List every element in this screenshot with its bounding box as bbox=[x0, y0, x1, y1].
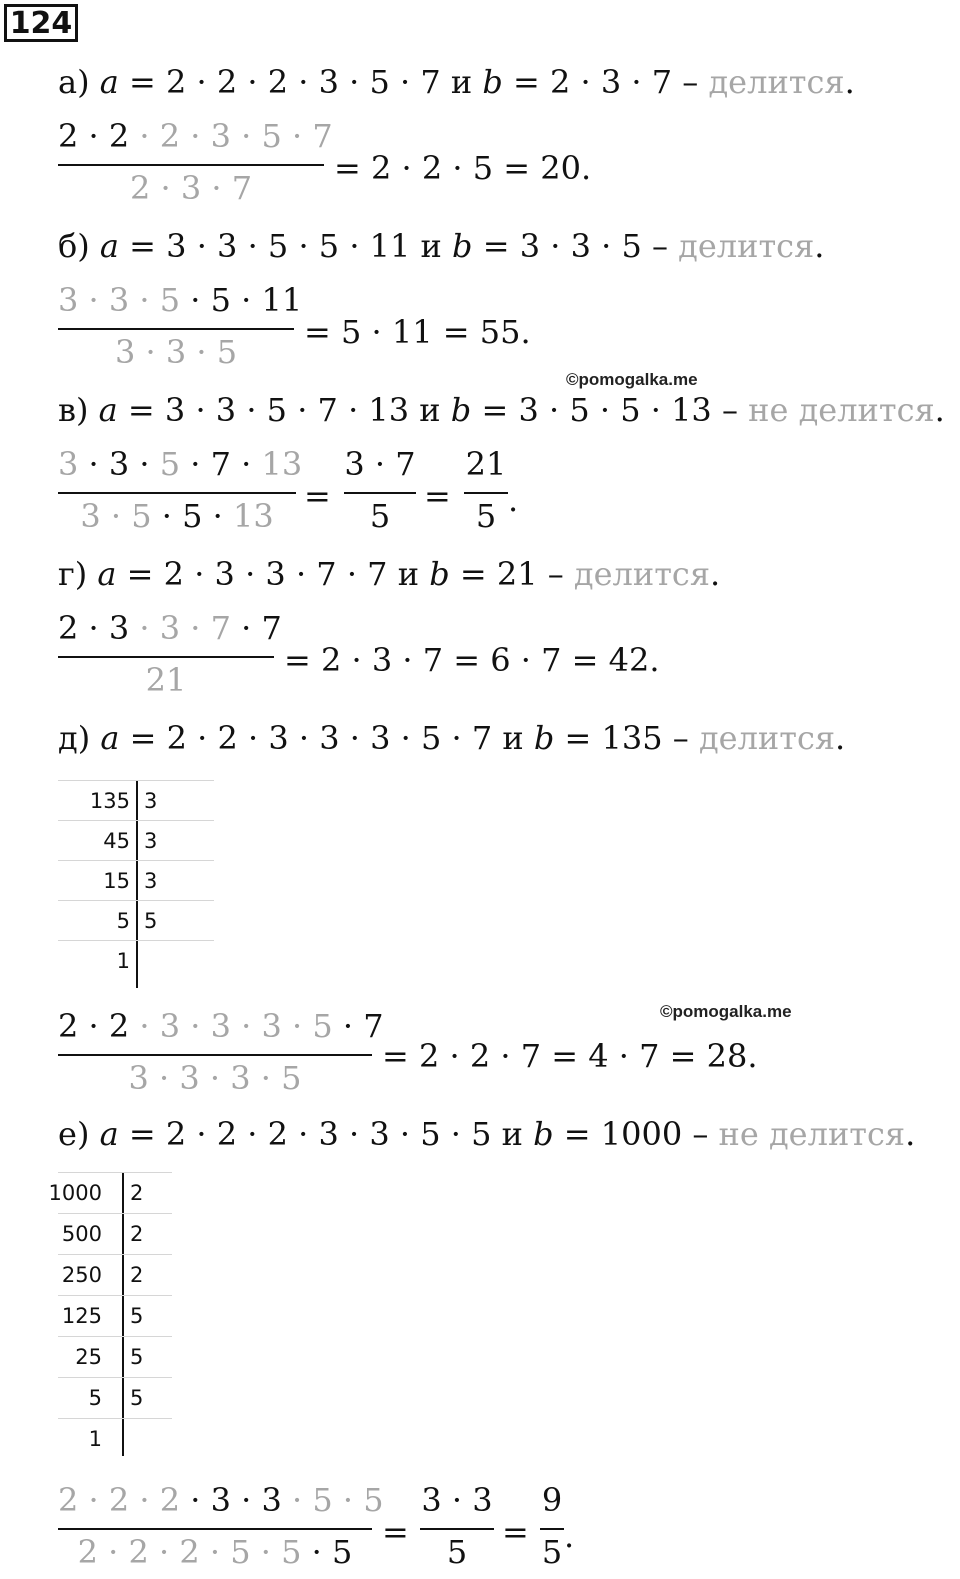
variable-a: a bbox=[97, 555, 117, 593]
conjunction: и bbox=[450, 63, 483, 101]
denominator: 2 · 3 · 7 bbox=[129, 169, 253, 207]
fraction-bar bbox=[58, 164, 324, 166]
expression-b: = 135 – bbox=[554, 719, 699, 757]
fraction-bar bbox=[58, 1528, 372, 1530]
numerator-kept: 2 · 3 bbox=[58, 609, 130, 647]
dividend: 500 bbox=[61, 1222, 102, 1246]
expression-b: = 1000 – bbox=[553, 1115, 719, 1153]
period: . bbox=[710, 555, 721, 593]
denominator: 21 bbox=[145, 661, 187, 699]
divisor: 5 bbox=[144, 909, 158, 933]
verdict: делится bbox=[678, 227, 815, 265]
dividend: 15 bbox=[103, 869, 130, 893]
denominator bbox=[58, 1532, 372, 1572]
table-row bbox=[58, 820, 214, 860]
numerator bbox=[58, 1006, 384, 1046]
numerator-kept: 2 · 2 bbox=[58, 1007, 130, 1045]
item-label: в) bbox=[58, 391, 99, 429]
dividend: 5 bbox=[116, 909, 130, 933]
verdict: делится bbox=[708, 63, 845, 101]
denominator-cancelled: 13 bbox=[232, 497, 274, 535]
variable-a: a bbox=[99, 63, 119, 101]
equals-sign: = bbox=[502, 1513, 529, 1551]
numerator-kept: · 3 · 3 bbox=[180, 1481, 282, 1519]
table-row bbox=[58, 1377, 172, 1418]
fraction-bar bbox=[58, 656, 274, 658]
verdict: делится bbox=[573, 555, 710, 593]
denominator: 5 bbox=[475, 497, 497, 535]
conjunction: и bbox=[420, 227, 453, 265]
divisor: 5 bbox=[130, 1386, 144, 1410]
divisor: 3 bbox=[144, 789, 158, 813]
divisor: 2 bbox=[130, 1263, 144, 1287]
numerator-cancelled: · 3 · 3 · 3 · 5 bbox=[129, 1007, 333, 1045]
numerator-kept: 2 · 2 bbox=[58, 117, 130, 155]
variable-b: b bbox=[429, 555, 450, 593]
divisor: 5 bbox=[130, 1304, 144, 1328]
numerator-cancelled: · 3 · 7 bbox=[129, 609, 231, 647]
divisor: 5 bbox=[130, 1345, 144, 1369]
item-label: а) bbox=[58, 63, 100, 101]
result-b: = 5 · 11 = 55. bbox=[304, 313, 531, 351]
denominator-kept: · 5 · bbox=[151, 497, 233, 535]
item-label: г) bbox=[58, 555, 98, 593]
period: . bbox=[934, 391, 945, 429]
denominator bbox=[58, 496, 296, 536]
expression-a: = 3 · 3 · 5 · 5 · 11 bbox=[119, 227, 421, 265]
item-label: б) bbox=[58, 227, 100, 265]
denominator-cancelled: 3 · 5 bbox=[80, 497, 152, 535]
dividend: 250 bbox=[61, 1263, 102, 1287]
numerator-cancelled: 2 · 2 · 2 bbox=[58, 1481, 181, 1519]
fraction-bar bbox=[420, 1528, 494, 1530]
watermark-1: ©pomogalka.me bbox=[566, 370, 698, 389]
numerator: 3 · 3 bbox=[421, 1481, 493, 1519]
period: . bbox=[508, 481, 519, 519]
expression-b: = 21 – bbox=[449, 555, 574, 593]
numerator bbox=[58, 444, 303, 484]
numerator bbox=[58, 1480, 384, 1520]
denominator: 5 bbox=[541, 1533, 563, 1571]
denominator: 5 bbox=[446, 1533, 468, 1571]
denominator: 5 bbox=[369, 497, 391, 535]
numerator-kept: · 7 · bbox=[180, 445, 262, 483]
conjunction: и bbox=[397, 555, 430, 593]
result-a: = 2 · 2 · 5 = 20. bbox=[334, 149, 592, 187]
equals-sign: = bbox=[304, 477, 331, 515]
statement-v bbox=[58, 390, 945, 430]
table-row bbox=[58, 940, 214, 980]
variable-b: b bbox=[482, 63, 503, 101]
numerator bbox=[58, 116, 333, 156]
fraction-bar bbox=[58, 328, 294, 330]
variable-b: b bbox=[452, 227, 473, 265]
variable-a: a bbox=[100, 719, 120, 757]
item-label: е) bbox=[58, 1115, 100, 1153]
expression-a: = 2 · 3 · 3 · 7 · 7 bbox=[116, 555, 398, 593]
statement-a bbox=[58, 62, 855, 102]
fraction-bar bbox=[344, 492, 416, 494]
expression-b: = 3 · 5 · 5 · 13 – bbox=[471, 391, 749, 429]
divisor: 2 bbox=[130, 1222, 144, 1246]
item-label: д) bbox=[58, 719, 101, 757]
verdict: не делится bbox=[748, 391, 935, 429]
factorization-table-1000 bbox=[48, 1172, 172, 1459]
expression-a: = 2 · 2 · 2 · 3 · 5 · 7 bbox=[118, 63, 451, 101]
variable-b: b bbox=[450, 391, 472, 429]
numerator-kept: · 5 · 11 bbox=[180, 281, 303, 319]
equals-sign: = bbox=[382, 1513, 409, 1551]
numerator: 9 bbox=[541, 1481, 563, 1519]
period: . bbox=[844, 63, 855, 101]
denominator: 3 · 3 · 5 bbox=[114, 333, 238, 371]
statement-e bbox=[58, 1114, 915, 1154]
expression-a: = 3 · 3 · 5 · 7 · 13 bbox=[117, 391, 420, 429]
fraction-bar bbox=[540, 1528, 564, 1530]
expression-b: = 2 · 3 · 7 – bbox=[502, 63, 709, 101]
period: . bbox=[814, 227, 825, 265]
table-row bbox=[58, 1295, 172, 1336]
divisor: 3 bbox=[144, 869, 158, 893]
numerator-cancelled: 3 bbox=[58, 445, 79, 483]
table-row bbox=[58, 900, 214, 940]
expression-a: = 2 · 2 · 3 · 3 · 3 · 5 · 7 bbox=[119, 719, 503, 757]
dividend: 25 bbox=[75, 1345, 102, 1369]
table-row bbox=[58, 860, 214, 900]
variable-b: b bbox=[533, 719, 555, 757]
divisor: 2 bbox=[130, 1181, 144, 1205]
table-row bbox=[58, 1418, 172, 1459]
numerator-cancelled: 13 bbox=[261, 445, 303, 483]
denominator: 3 · 3 · 3 · 5 bbox=[128, 1059, 302, 1097]
dividend: 125 bbox=[61, 1304, 102, 1328]
dividend: 1000 bbox=[48, 1181, 102, 1205]
numerator-kept: · 7 bbox=[230, 609, 282, 647]
statement-d bbox=[58, 718, 845, 758]
period: . bbox=[905, 1115, 916, 1153]
result-d: = 2 · 2 · 7 = 4 · 7 = 28. bbox=[382, 1037, 758, 1075]
table-row bbox=[58, 1336, 172, 1377]
fraction-bar bbox=[58, 492, 296, 494]
verdict: не делится bbox=[718, 1115, 906, 1153]
dividend: 135 bbox=[89, 789, 130, 813]
dividend: 1 bbox=[116, 949, 130, 973]
table-row bbox=[58, 1254, 172, 1295]
numerator bbox=[58, 608, 282, 648]
numerator-cancelled: · 2 · 3 · 5 · 7 bbox=[129, 117, 333, 155]
variable-a: a bbox=[99, 1115, 119, 1153]
numerator bbox=[58, 280, 303, 320]
numerator: 21 bbox=[465, 445, 507, 483]
period: . bbox=[564, 1517, 575, 1555]
denominator-kept: · 5 bbox=[301, 1533, 353, 1571]
conjunction: и bbox=[419, 391, 451, 429]
expression-b: = 3 · 3 · 5 – bbox=[472, 227, 679, 265]
fraction-bar bbox=[58, 1054, 372, 1056]
watermark-2: ©pomogalka.me bbox=[660, 1002, 792, 1021]
dividend: 5 bbox=[88, 1386, 102, 1410]
divisor: 3 bbox=[144, 829, 158, 853]
variable-a: a bbox=[99, 227, 119, 265]
variable-b: b bbox=[533, 1115, 554, 1153]
dividend: 1 bbox=[88, 1427, 102, 1451]
result-g: = 2 · 3 · 7 = 6 · 7 = 42. bbox=[284, 641, 660, 679]
table-row bbox=[48, 1172, 172, 1213]
conjunction: и bbox=[501, 1115, 534, 1153]
denominator-cancelled: 2 · 2 · 2 · 5 · 5 bbox=[77, 1533, 302, 1571]
verdict: делится bbox=[698, 719, 836, 757]
equals-sign: = bbox=[424, 477, 451, 515]
numerator-cancelled: 3 · 3 · 5 bbox=[58, 281, 181, 319]
dividend: 45 bbox=[103, 829, 130, 853]
statement-b bbox=[58, 226, 824, 266]
conjunction: и bbox=[502, 719, 534, 757]
numerator-kept: · 3 · bbox=[78, 445, 160, 483]
numerator-cancelled: · 5 · 5 bbox=[281, 1481, 384, 1519]
statement-g bbox=[58, 554, 720, 594]
numerator-kept: · 7 bbox=[332, 1007, 384, 1045]
numerator-cancelled: 5 bbox=[159, 445, 181, 483]
fraction-bar bbox=[464, 492, 508, 494]
exercise-number-badge: 124 bbox=[4, 4, 78, 42]
table-row bbox=[58, 1213, 172, 1254]
period: . bbox=[835, 719, 846, 757]
numerator: 3 · 7 bbox=[344, 445, 416, 483]
expression-a: = 2 · 2 · 2 · 3 · 3 · 5 · 5 bbox=[118, 1115, 502, 1153]
variable-a: a bbox=[98, 391, 118, 429]
table-row bbox=[58, 780, 214, 820]
factorization-table-135 bbox=[58, 780, 214, 980]
